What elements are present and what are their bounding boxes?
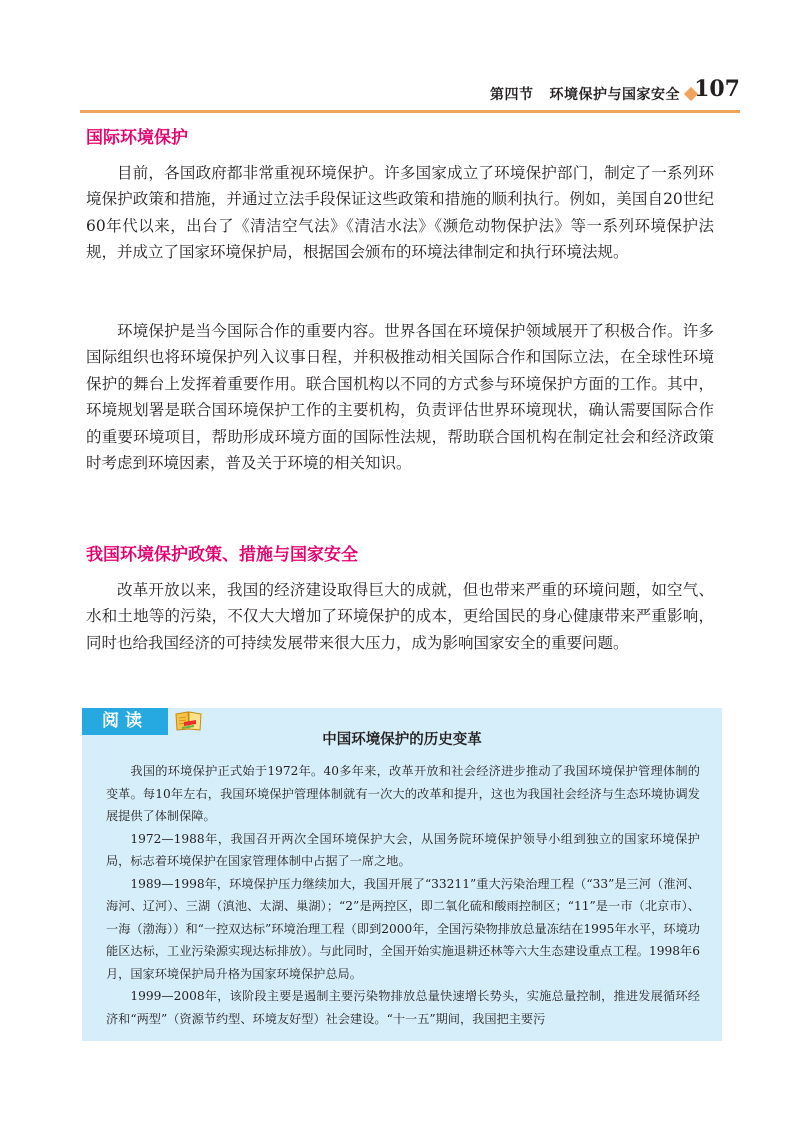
reading-box [82, 708, 722, 1041]
reading-paragraph: 我国的环境保护正式始于1972年。40多年来，改革开放和社会经济进步推动了我国环境保护管理体制的变革。每10年左右，我国环境保护管理体制就有一次大的改革和提升，这也为我国社会经济与生态环境协调发展提供了体制保障。 [106, 764, 700, 823]
reading-title: 中国环境保护的历史变革 [322, 732, 482, 748]
section-heading-national: 我国环境保护政策、措施与国家安全 [86, 545, 358, 565]
paragraph: 环境保护是当今国际合作的重要内容。世界各国在环境保护领域展开了积极合作。许多国际组织也将环境保护列入议事日程，并积极推动相关国际合作和国际立法，在全球性环境保护的舞台上发挥着重要作用。联合国机构以不同的方式参与环境保护方面的工作。其中，环境规划署是联合国环境保护工作的主要机构，负责评估世界环境现状，确认需要国际合作的重要环境项目，帮助形成环境方面的国际性法规，帮助联合国机构在制定社会和经济政策时考虑到环境因素，普及关于环境的相关知识。 [86, 322, 714, 473]
reading-tab: 阅读 [82, 708, 168, 735]
page-number: 107 [694, 76, 740, 102]
section-heading-international: 国际环境保护 [86, 128, 188, 148]
paragraph: 改革开放以来，我国的经济建设取得巨大的成就，但也带来严重的环境问题，如空气、水和土地等的污染，不仅大大增加了环境保护的成本，更给国民的身心健康带来严重影响，同时也给我国经济的可持续发展带来很大压力，成为影响国家安全的重要问题。 [86, 581, 714, 652]
reading-text [106, 760, 700, 1030]
header-section: 第四节 [490, 87, 534, 103]
header-chapter-title: 环境保护与国家安全 [549, 87, 680, 103]
reading-paragraph: 1989—1998年，环境保护压力继续加大，我国开展了“33211”重大污染治理工程（“33”是三河（淮河、海河、辽河）、三湖（滇池、太湖、巢湖）；“2”是两控区，即二氧化硫和酸雨控制区；“11”是一市（北京市）、一海（渤海））和“一控双达标”环境治理工程（即到2000年，全国污染物排放总量冻结在1995年水平，环境功能区达标，工业污染源实现达标排放）。与此同时，全国开始实施退耕还林等六大生态建设重点工程。1998年6月，国家环境保护局升格为国家环境保护总局。 [106, 876, 700, 981]
reading-paragraph: 1972—1988年，我国召开两次全国环境保护大会，从国务院环境保护领导小组到独立的国家环境保护局，标志着环境保护在国家管理体制中占据了一席之地。 [106, 831, 700, 868]
header-title [490, 84, 680, 104]
page-header [80, 78, 740, 113]
paragraph: 目前，各国政府都非常重视环境保护。许多国家成立了环境保护部门，制定了一系列环境保护政策和措施，并通过立法手段保证这些政策和措施的顺利执行。例如，美国自20世纪60年代以来，出台了《清洁空气法》《清洁水法》《濒危动物保护法》等一系列环境保护法规，并成立了国家环境保护局，根据国会颁布的环境法律制定和执行环境法规。 [86, 164, 714, 262]
reading-paragraph: 1999—2008年，该阶段主要是遏制主要污染物排放总量快速增长势头，实施总量控制，推进发展循环经济和“两型”（资源节约型、环境友好型）社会建设。“十一五”期间，我国把主要污 [106, 989, 700, 1026]
